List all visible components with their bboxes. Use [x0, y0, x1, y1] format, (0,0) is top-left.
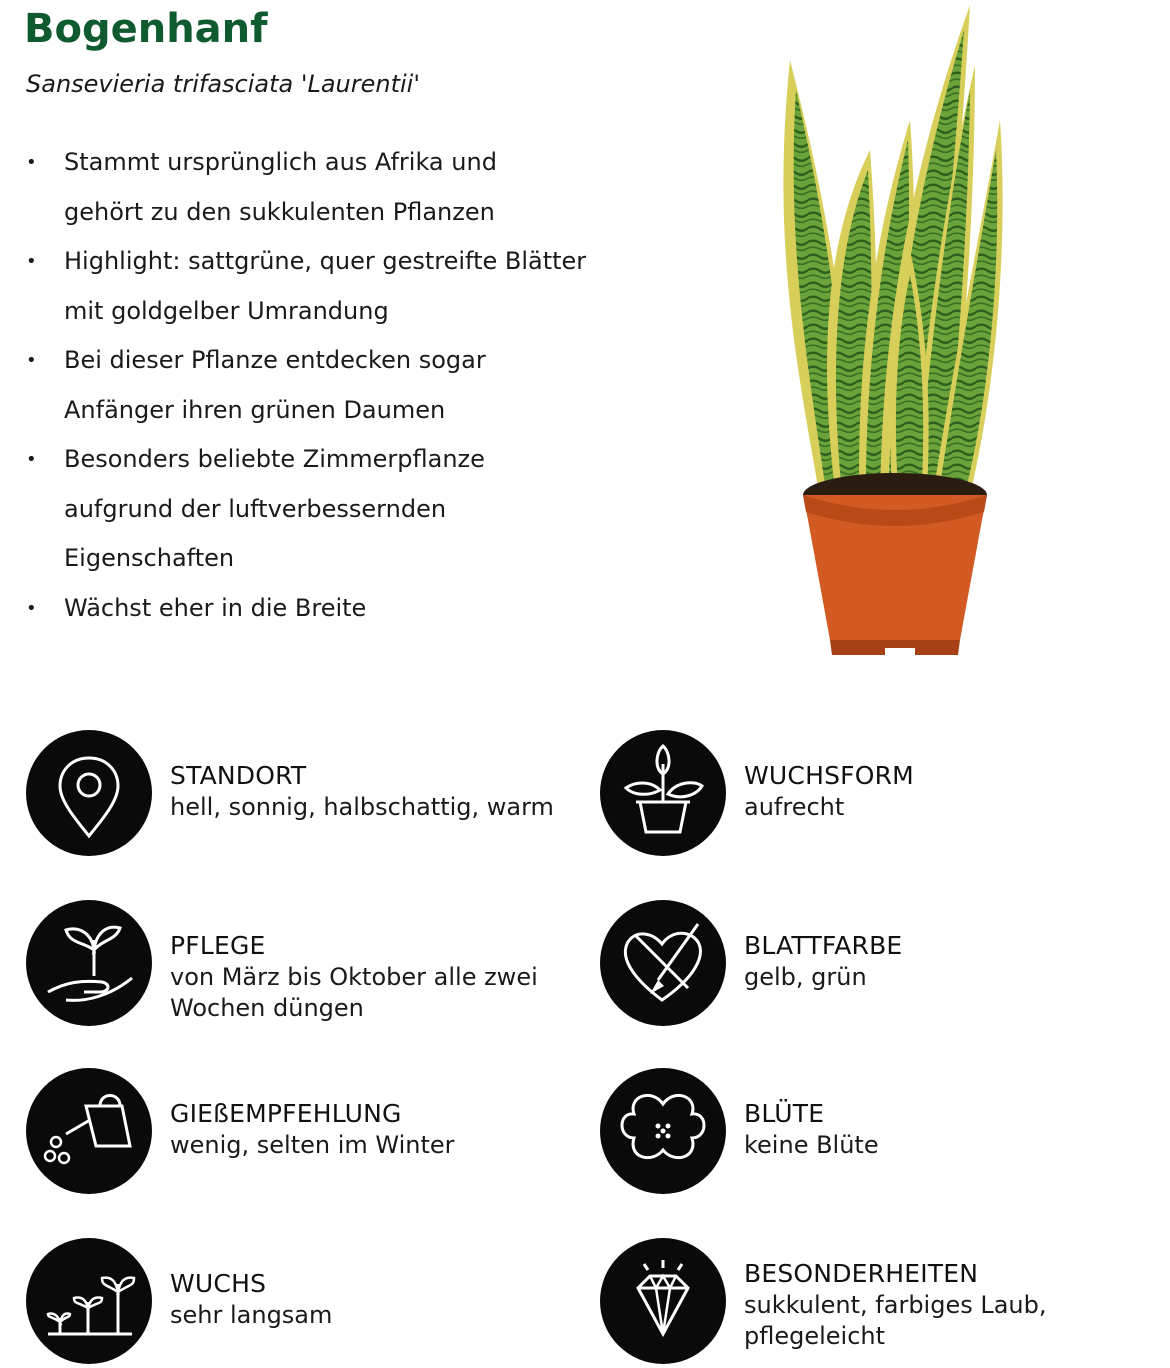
- location-pin-icon: [26, 730, 152, 856]
- botanical-name: Sansevieria trifasciata 'Laurentii': [26, 70, 420, 98]
- bullet-line: gehört zu den sukkulenten Pflanzen: [64, 197, 495, 226]
- feature-value: wenig, selten im Winter: [170, 1131, 455, 1159]
- snake-plant-image: [760, 0, 1040, 670]
- feature-value: gelb, grün: [744, 963, 867, 991]
- bullet-line: Bei dieser Pflanze entdecken sogar: [64, 346, 486, 374]
- feature-value: aufrecht: [744, 793, 845, 821]
- feature-standort: [26, 730, 586, 860]
- flower-icon: [600, 1068, 726, 1194]
- bullet-item: [0, 237, 604, 336]
- feature-giessen: [26, 1068, 586, 1198]
- product-title: Bogenhanf: [24, 6, 268, 52]
- feature-bluete: [600, 1068, 1160, 1198]
- bullet-dot: •: [26, 350, 37, 371]
- feature-title: PFLEGE: [170, 931, 266, 960]
- feature-value: Wochen düngen: [170, 994, 364, 1022]
- bullet-line: Eigenschaften: [64, 544, 235, 572]
- bullet-line: Anfänger ihren grünen Daumen: [64, 395, 446, 424]
- bullet-dot: •: [26, 449, 37, 470]
- bullet-item: [0, 138, 604, 237]
- feature-bullet-list: [0, 138, 620, 633]
- feature-title: GIEßEMPFEHLUNG: [170, 1099, 402, 1128]
- feature-title: BLATTFARBE: [744, 931, 903, 960]
- bullet-line: Stammt ursprünglich aus Afrika und: [64, 148, 497, 176]
- leaf-brush-icon: [600, 900, 726, 1026]
- bullet-item: [0, 435, 604, 584]
- feature-value: hell, sonnig, halbschattig, warm: [170, 793, 554, 821]
- feature-wuchsform: [600, 730, 1160, 860]
- bullet-line: Highlight: sattgrüne, quer gestreifte Blätter: [64, 247, 587, 275]
- feature-title: BLÜTE: [744, 1099, 825, 1128]
- hand-sprout-icon: [26, 900, 152, 1026]
- bullet-line: aufgrund der luftverbessernden: [64, 494, 447, 523]
- feature-value: keine Blüte: [744, 1131, 879, 1159]
- feature-title: WUCHSFORM: [744, 761, 914, 790]
- feature-title: BESONDERHEITEN: [744, 1259, 979, 1288]
- feature-wuchs: [26, 1238, 586, 1368]
- feature-pflege: [26, 900, 586, 1030]
- growth-plants-icon: [26, 1238, 152, 1364]
- bullet-dot: •: [26, 152, 37, 173]
- bullet-dot: •: [26, 251, 37, 272]
- bullet-line: Besonders beliebte Zimmerpflanze: [64, 445, 485, 473]
- feature-value: sukkulent, farbiges Laub,: [744, 1291, 1047, 1319]
- watering-can-icon: [26, 1068, 152, 1194]
- bullet-line: mit goldgelber Umrandung: [64, 296, 389, 325]
- feature-title: WUCHS: [170, 1269, 267, 1298]
- bullet-line: Wächst eher in die Breite: [64, 593, 367, 622]
- feature-value: von März bis Oktober alle zwei: [170, 963, 538, 991]
- bullet-item: [0, 584, 604, 634]
- potted-plant-icon: [600, 730, 726, 856]
- feature-blattfarbe: [600, 900, 1160, 1030]
- feature-besonderheiten: [600, 1238, 1160, 1368]
- feature-value: pflegeleicht: [744, 1322, 886, 1350]
- bullet-item: [0, 336, 604, 435]
- diamond-icon: [600, 1238, 726, 1364]
- bullet-dot: •: [26, 597, 37, 619]
- feature-title: STANDORT: [170, 761, 307, 790]
- feature-value: sehr langsam: [170, 1301, 333, 1329]
